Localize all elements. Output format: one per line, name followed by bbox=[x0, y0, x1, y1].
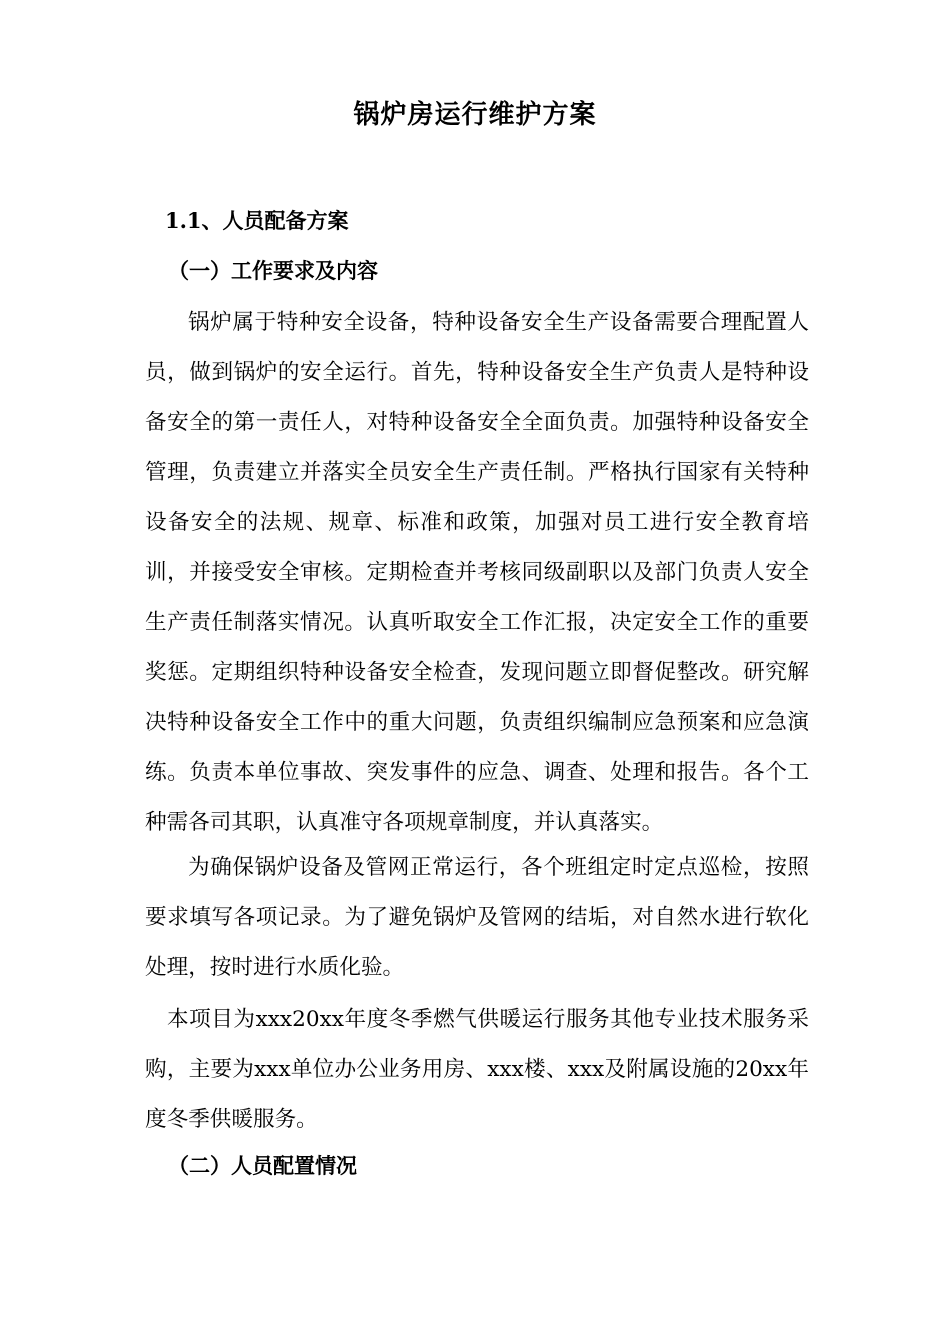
document-title: 锅炉房运行维护方案 bbox=[353, 100, 597, 130]
paragraph-safety-responsibilities: 锅炉属于特种安全设备，特种设备安全生产设备需要合理配置人员，做到锅炉的安全运行。首先，特种设备安全生产负责人是特种设备安全的第一责任人，对特种设备安全全面负责。加强特种设备安全管理，负责建立并落实全员安全生产责任制。严格执行国家有关特种设备安全的法规、规章、标准和政策，加强对员工进行安全教育培训，并接受安全审核。定期检查并考核同级副职以及部门负责人安全生产责任制落实情况。认真听取安全工作汇报，决定安全工作的重要奖惩。定期组织特种设备安全检查，发现问题立即督促整改。研究解决特种设备安全工作中的重大问题，负责组织编制应急预案和应急演练。负责本单位事故、突发事件的应急、调查、处理和报告。各个工种需各司其职，认真准守各项规章制度，并认真落实。 bbox=[145, 310, 809, 835]
subheading-work-requirements: （一）工作要求及内容 bbox=[168, 258, 378, 283]
paragraph-project-scope: 本项目为xxx20xx年度冬季燃气供暖运行服务其他专业技术服务采购，主要为xxx单位办公业务用房、xxx楼、xxx及附属设施的20xx年度冬季供暖服务。 bbox=[145, 1007, 809, 1132]
section-heading: 1.1、人员配备方案 bbox=[165, 208, 349, 233]
paragraph-inspection: 为确保锅炉设备及管网正常运行，各个班组定时定点巡检，按照要求填写各项记录。为了避免锅炉及管网的结垢，对自然水进行软化处理，按时进行水质化验。 bbox=[145, 855, 809, 980]
subheading-staffing: （二）人员配置情况 bbox=[168, 1153, 357, 1178]
